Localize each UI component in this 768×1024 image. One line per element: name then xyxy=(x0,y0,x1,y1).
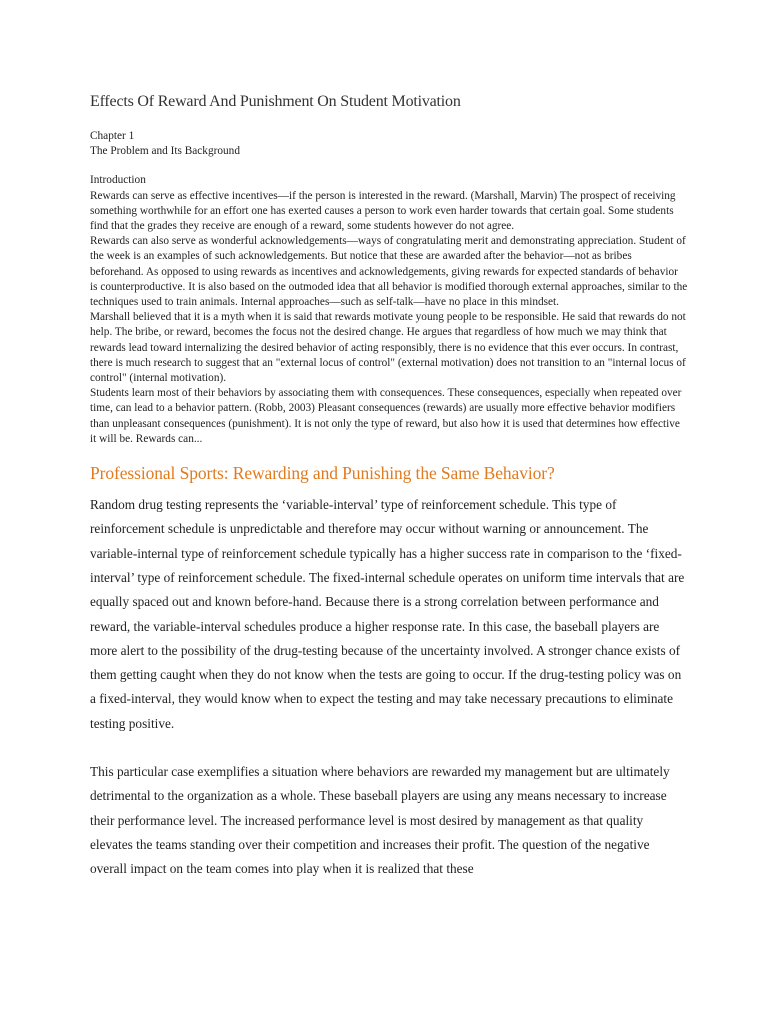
chapter-label: Chapter 1 xyxy=(90,130,135,142)
chapter-subtitle: The Problem and Its Background xyxy=(90,145,240,158)
introduction-section xyxy=(90,173,688,447)
section-heading: Professional Sports: Rewarding and Punishing the Same Behavior? xyxy=(90,463,555,484)
introduction-label: Introduction xyxy=(90,174,146,187)
sports-paragraph-1: Random drug testing represents the ‘variable-interval’ type of reinforcement schedule. This type of reinforcement schedule is unpredictable and therefore may occur without warning or announcement. The variable-internal type of reinforcement schedule typically has a higher success rate in comparison to the ‘fixed-interval’ type of reinforcement schedule. The fixed-internal schedule operates on uniform time intervals that are equally spaced out and known before-hand. Because there is a strong correlation between performance and reward, the variable-interval schedules produce a higher response rate. In this case, the baseball players are more alert to the possibility of the drug-testing because of the uncertainty involved. A stronger chance exists of them getting caught when they do not know when the tests are going to occur. If the drug-testing policy was on a fixed-interval, they would know when to expect the testing and may take necessary precautions to eliminate testing positive. xyxy=(90,497,685,731)
spacer xyxy=(90,736,688,760)
chapter-block xyxy=(90,129,688,159)
document-title: Effects Of Reward And Punishment On Student Motivation xyxy=(90,93,461,110)
intro-paragraph-3: Marshall believed that it is a myth when it is said that rewards motivate young people to be responsible. He said that rewards do not help. The bribe, or reward, becomes the focus not the desired change. He argues that regardless of how much we may think that rewards lead toward internalizing the desired behavior of acting responsibly, there is no evidence that this ever occurs. In contrast, there is much research to suggest that an "external locus of control" (external motivation) does not transition to an "internal locus of control" (internal motivation). xyxy=(90,311,686,385)
spacer xyxy=(90,159,688,173)
intro-paragraph-1: Rewards can serve as effective incentives—if the person is interested in the reward. (Marshall, Marvin) The prospect of receiving something worthwhile for an effort one has exerted causes a person to work even harder towards that certain goal. Some students find that the grades they receive are enough of a reward, some students however do not agree. xyxy=(90,189,676,233)
intro-paragraph-4: Students learn most of their behaviors by associating them with consequences. These consequences, especially when repeated over time, can lead to a behavior pattern. (Robb, 2003) Pleasant consequences (rewards) are usually more effective behavior modifiers than unpleasant consequences (punishment). It is not only the type of reward, but also how it is used that determines how effective it will be. Rewards can... xyxy=(90,387,682,445)
sports-paragraph-2: This particular case exemplifies a situation where behaviors are rewarded my management but are ultimately detrimental to the organization as a whole. These baseball players are using any means necessary to increase their performance level. The increased performance level is most desired by management as that quality elevates the teams standing over their competition and increases their profit. The question of the negative overall impact on the team comes into play when it is realized that these xyxy=(90,764,670,877)
intro-paragraph-2: Rewards can also serve as wonderful acknowledgements—ways of congratulating merit and demonstrating appreciation. Student of the week is an examples of such acknowledgements. But notice that these are awarded after the behavior—not as bribes beforehand. As opposed to using rewards as incentives and acknowledgements, giving rewards for expected standards of behavior is counterproductive. It is also based on the outmoded idea that all behavior is modified thorough external approaches, similar to the techniques used to train animals. Internal approaches—such as self-talk—have no place in this mindset. xyxy=(90,235,688,309)
